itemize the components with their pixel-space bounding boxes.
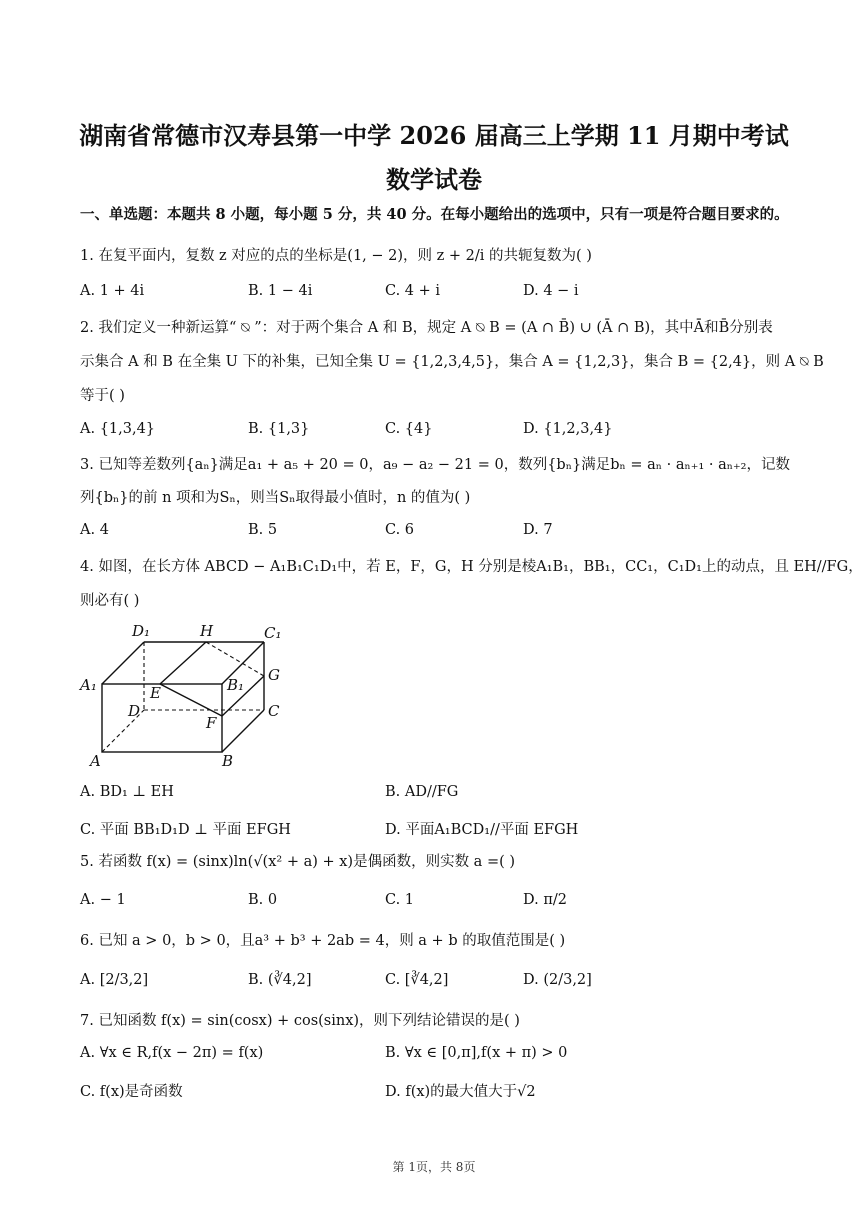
question-7-option-b: B. ∀x ∈ [0,π],f(x + π) > 0 — [385, 1045, 568, 1061]
label-e: E — [150, 684, 161, 702]
label-f: F — [206, 714, 217, 732]
question-5-option-b: B. 0 — [248, 892, 278, 908]
question-3-option-d: D. 7 — [523, 522, 553, 538]
page-title: 湖南省常德市汉寿县第一中学 2026 届高三上学期 11 月期中考试 — [79, 121, 789, 150]
question-2-option-c: C. {4} — [385, 421, 433, 437]
question-7-option-c: C. f(x)是奇函数 — [80, 1084, 183, 1100]
label-b: B — [222, 752, 234, 770]
question-3-option-b: B. 5 — [248, 522, 278, 538]
label-h: H — [200, 622, 214, 640]
question-7-option-a: A. ∀x ∈ R,f(x − 2π) = f(x) — [80, 1045, 264, 1061]
question-1-option-a: A. 1 + 4i — [80, 283, 145, 299]
question-4-line-1: 4. 如图，在长方体 ABCD − A₁B₁C₁D₁中，若 E，F，G，H 分别是棱A₁B₁，BB₁，CC₁，C₁D₁上的动点，且 EH//FG， — [80, 559, 863, 575]
question-6-option-d: D. (2/3,2] — [523, 972, 592, 988]
question-5-option-d: D. π/2 — [523, 892, 567, 908]
question-4-option-b: B. AD//FG — [385, 784, 459, 800]
edge-a1d1 — [102, 642, 144, 684]
question-1-option-d: D. 4 − i — [523, 283, 579, 299]
segment-ef — [160, 684, 222, 716]
question-2-option-d: D. {1,2,3,4} — [523, 421, 613, 437]
front-face — [102, 684, 222, 752]
label-g: G — [268, 666, 280, 684]
label-b1: B₁ — [227, 676, 245, 694]
label-a: A — [90, 752, 101, 770]
label-d1: D₁ — [132, 622, 151, 640]
section-heading: 一、单选题：本题共 8 小题，每小题 5 分，共 40 分。在每小题给出的选项中，只有一项是符合题目要求的。 — [80, 206, 789, 223]
question-6-option-b: B. (∛4,2] — [248, 972, 312, 988]
question-1-option-c: C. 4 + i — [385, 283, 441, 299]
question-3-option-a: A. 4 — [80, 522, 109, 538]
question-6-text: 6. 已知 a > 0，b > 0，且a³ + b³ + 2ab = 4，则 a + b 的取值范围是( ) — [80, 933, 566, 949]
question-2-line-2: 示集合 A 和 B 在全集 U 下的补集，已知全集 U = {1,2,3,4,5}，集合 A = {1,2,3}，集合 B = {2,4}，则 A ⍉ B — [80, 354, 824, 370]
label-d: D — [128, 702, 141, 720]
label-a1: A₁ — [80, 676, 97, 694]
question-2-line-3: 等于( ) — [80, 388, 125, 404]
question-2-option-b: B. {1,3} — [248, 421, 310, 437]
question-5-option-a: A. − 1 — [80, 892, 126, 908]
question-3-option-c: C. 6 — [385, 522, 415, 538]
question-1-text: 1. 在复平面内，复数 z 对应的点的坐标是(1, − 2)，则 z + 2/i 的共轭复数为( ) — [80, 248, 592, 264]
question-6-option-c: C. [∛4,2] — [385, 972, 449, 988]
question-3-line-1: 3. 已知等差数列{aₙ}满足a₁ + a₅ + 20 = 0，a₉ − a₂ − 21 = 0，数列{bₙ}满足bₙ = aₙ · aₙ₊₁ · aₙ₊₂，记数 — [80, 457, 790, 473]
question-7-text: 7. 已知函数 f(x) = sin(cosx) + cos(sinx)，则下列结论错误的是( ) — [80, 1013, 520, 1029]
page-subtitle: 数学试卷 — [386, 165, 482, 194]
question-4-line-2: 则必有( ) — [80, 593, 140, 609]
question-5-text: 5. 若函数 f(x) = (sinx)ln(√(x² + a) + x)是偶函数，则实数 a =( ) — [80, 854, 516, 870]
question-4-option-a: A. BD₁ ⊥ EH — [80, 784, 174, 800]
question-2-option-a: A. {1,3,4} — [80, 421, 156, 437]
segment-eh — [160, 642, 206, 684]
label-c1: C₁ — [264, 624, 282, 642]
question-2-line-1: 2. 我们定义一种新运算“ ⍉ ”：对于两个集合 A 和 B，规定 A ⍉ B = (A ∩ B̄) ∪ (Ā ∩ B)，其中Ā和B̄分别表 — [80, 320, 773, 336]
page-number: 第 1页，共 8页 — [392, 1160, 476, 1174]
question-4-option-c: C. 平面 BB₁D₁D ⊥ 平面 EFGH — [80, 822, 291, 838]
label-c: C — [268, 702, 280, 720]
question-7-option-d: D. f(x)的最大值大于√2 — [385, 1084, 536, 1100]
question-1-option-b: B. 1 − 4i — [248, 283, 313, 299]
question-6-option-a: A. [2/3,2] — [80, 972, 149, 988]
question-4-option-d: D. 平面A₁BCD₁//平面 EFGH — [385, 822, 579, 838]
question-3-line-2: 列{bₙ}的前 n 项和为Sₙ，则当Sₙ取得最小值时，n 的值为( ) — [80, 490, 471, 506]
cuboid-figure — [78, 620, 298, 770]
edge-bc — [222, 710, 264, 752]
question-5-option-c: C. 1 — [385, 892, 415, 908]
